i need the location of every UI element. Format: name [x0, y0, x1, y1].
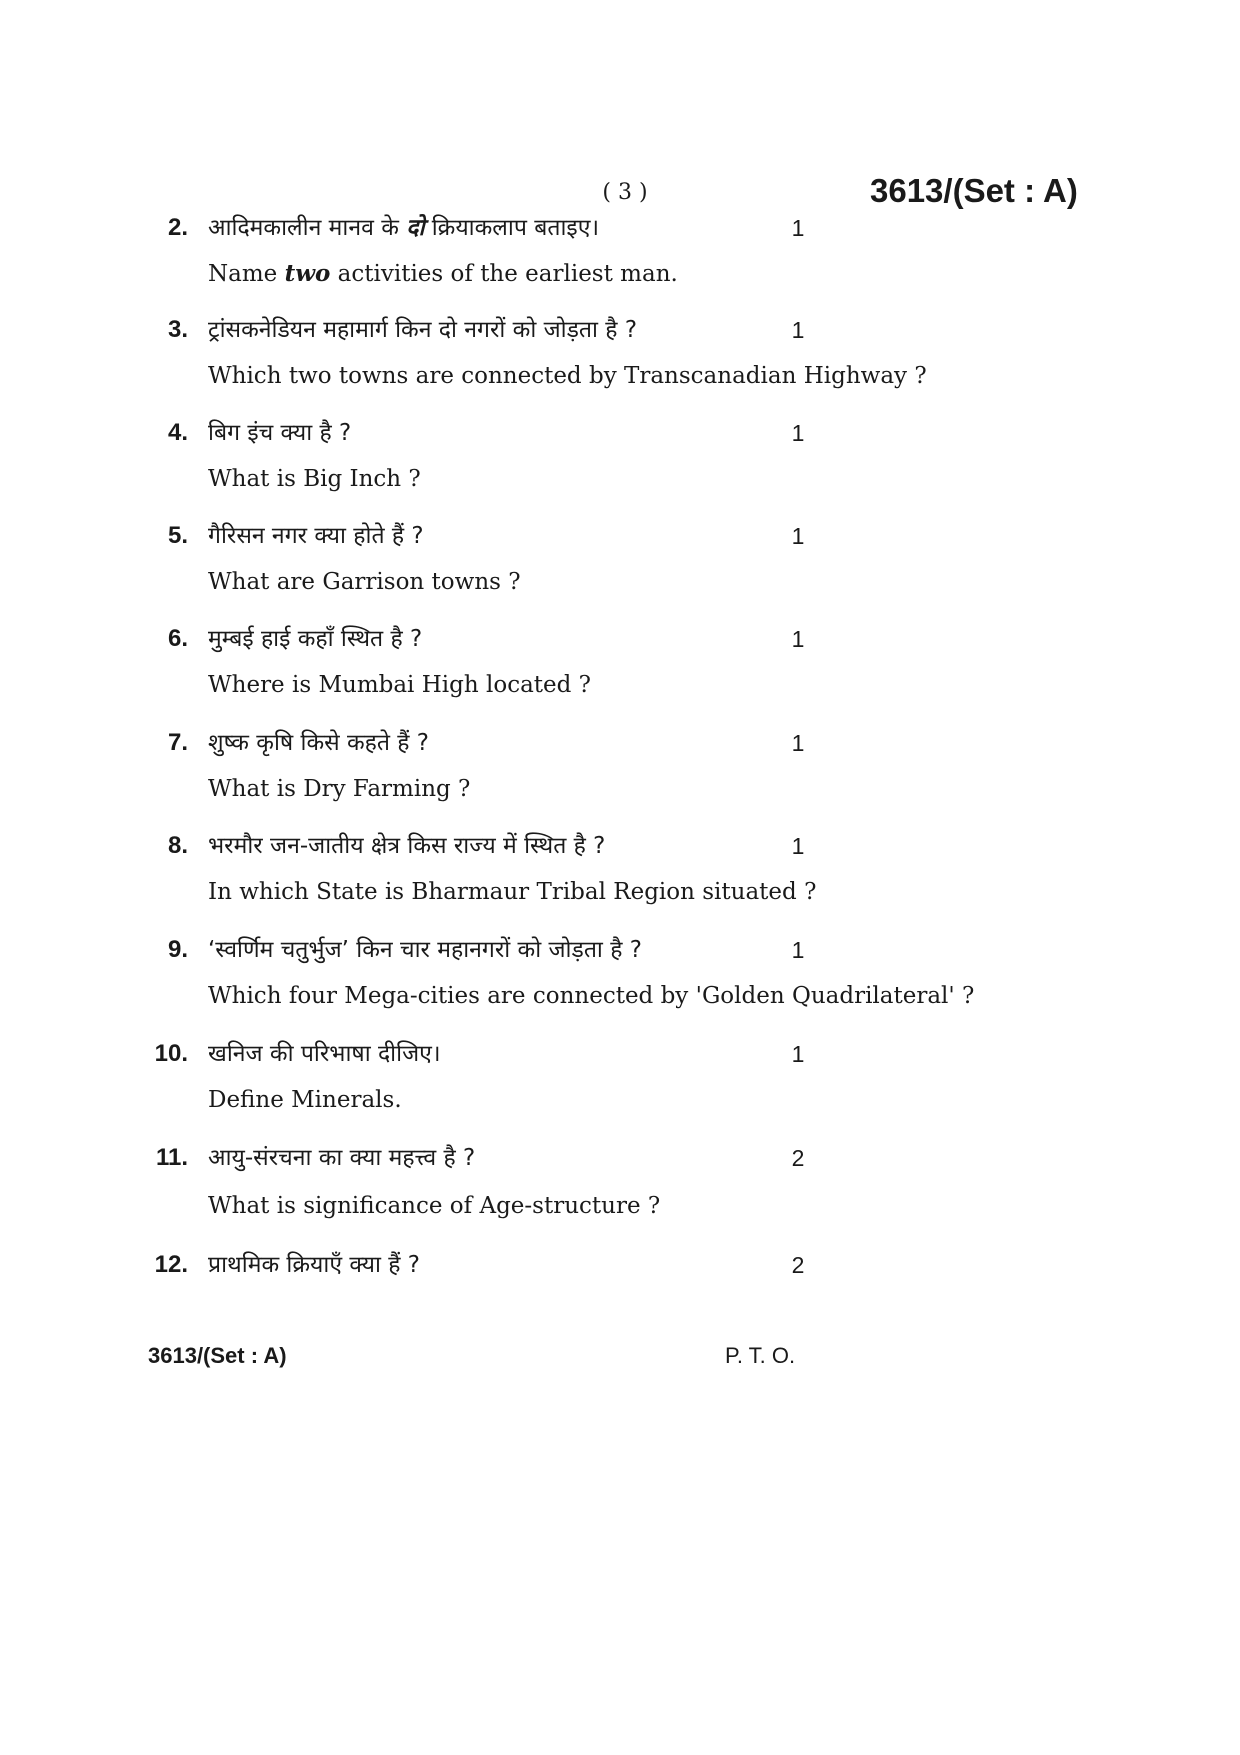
question-marks: 1 [791, 937, 805, 963]
question-marks: 1 [791, 833, 805, 859]
english-text: activities of the earliest man. [330, 261, 678, 287]
question-number: 3. [167, 316, 188, 343]
question-hindi [208, 211, 599, 245]
question-hindi: ‘स्वर्णिम चतुर्भुज’ किन चार महानगरों को जोड़ता है ? [208, 937, 642, 963]
question-number: 12. [154, 1251, 188, 1278]
question-english: Which four Mega-cities are connected by 'Golden Quadrilateral' ? [208, 983, 975, 1009]
question-marks: 2 [791, 1145, 805, 1171]
question-hindi: ट्रांसकनेडियन महामार्ग किन दो नगरों को जोड़ता है ? [208, 317, 638, 343]
question-marks: 1 [791, 523, 805, 549]
question-number: 10. [154, 1040, 188, 1067]
hindi-emphasis: दो [406, 215, 425, 241]
question-number: 9. [167, 936, 188, 963]
question-english: What is significance of Age-structure ? [208, 1193, 661, 1219]
question-marks: 1 [791, 626, 805, 652]
question-number: 2. [167, 214, 188, 241]
question-hindi: प्राथमिक क्रियाएँ क्या हैं ? [208, 1252, 421, 1278]
set-code-header: 3613/(Set : A) [870, 172, 1078, 209]
set-code-footer: 3613/(Set : A) [148, 1343, 287, 1368]
question-hindi: आयु-संरचना का क्या महत्त्व है ? [208, 1145, 476, 1171]
question-number: 5. [167, 522, 188, 549]
question-number: 7. [167, 729, 188, 756]
question-number: 8. [167, 832, 188, 859]
hindi-text: क्रियाकलाप बताइए। [424, 215, 600, 241]
question-hindi: शुष्क कृषि किसे कहते हैं ? [208, 730, 430, 756]
question-hindi: भरमौर जन-जातीय क्षेत्र किस राज्य में स्थित है ? [208, 833, 606, 859]
question-marks: 1 [791, 317, 805, 343]
question-english: What are Garrison towns ? [208, 569, 521, 595]
english-emphasis: two [284, 260, 331, 287]
hindi-text: आदिमकालीन मानव के [208, 215, 407, 241]
english-text: Name [208, 261, 285, 287]
question-english: What is Dry Farming ? [208, 776, 471, 802]
question-number: 6. [167, 625, 188, 652]
question-english [208, 257, 678, 291]
question-marks: 1 [791, 1041, 805, 1067]
question-marks: 2 [791, 1252, 805, 1278]
question-hindi: बिग इंच क्या है ? [208, 420, 352, 446]
question-number: 11. [155, 1144, 188, 1171]
question-english: What is Big Inch ? [208, 466, 421, 492]
question-english: Define Minerals. [208, 1087, 402, 1113]
question-hindi: मुम्बई हाई कहाँ स्थित है ? [208, 626, 423, 652]
question-marks: 1 [791, 215, 805, 241]
question-english: In which State is Bharmaur Tribal Region situated ? [208, 879, 817, 905]
question-marks: 1 [791, 420, 805, 446]
question-marks: 1 [791, 730, 805, 756]
question-hindi: खनिज की परिभाषा दीजिए। [208, 1041, 441, 1067]
question-english: Where is Mumbai High located ? [208, 672, 592, 698]
question-number: 4. [167, 419, 188, 446]
question-hindi: गैरिसन नगर क्या होते हैं ? [208, 523, 424, 549]
page-number: ( 3 ) [602, 180, 648, 205]
question-english: Which two towns are connected by Transcanadian Highway ? [208, 363, 927, 389]
pto-label: P. T. O. [725, 1343, 796, 1368]
